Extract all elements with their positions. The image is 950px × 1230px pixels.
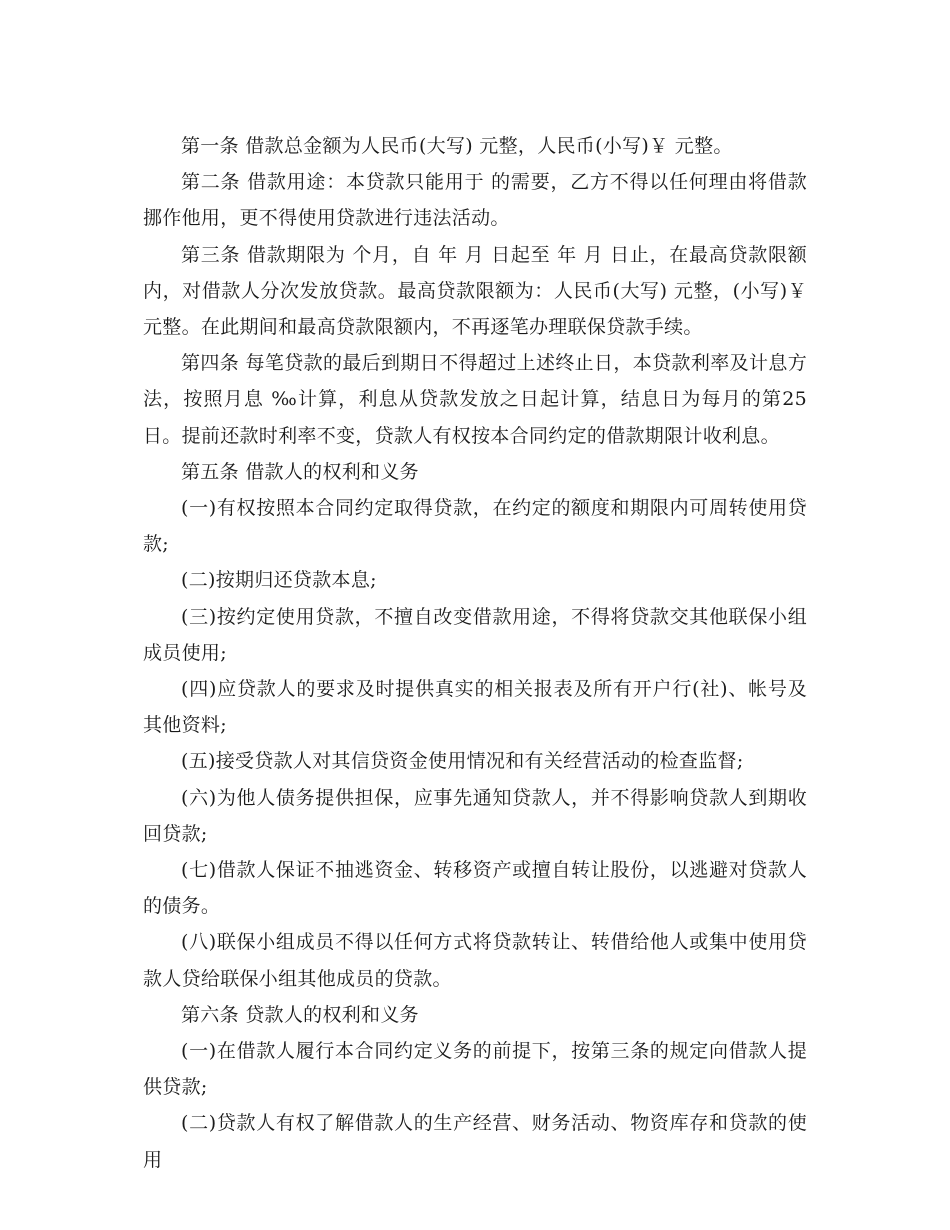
- article-2-paragraph: 第二条 借款用途：本贷款只能用于 的需要，乙方不得以任何理由将借款挪作他用，更不得使用贷款进行违法活动。: [143, 171, 807, 230]
- article-5-item-6: (六)为他人债务提供担保，应事先通知贷款人，并不得影响贷款人到期收回贷款;: [143, 786, 807, 845]
- document-body: [143, 128, 807, 1178]
- article-4-paragraph: 第四条 每笔贷款的最后到期日不得超过上述终止日，本贷款利率及计息方法，按照月息 ‰计算，利息从贷款发放之日起计算，结息日为每月的第25日。提前还款时利率不变，贷款人有权按本合同约定的借款期限计收利息。: [143, 352, 807, 447]
- article-6-item-2: (二)贷款人有权了解借款人的生产经营、财务活动、物资库存和贷款的使用: [143, 1112, 807, 1171]
- article-5-heading: 第五条 借款人的权利和义务: [181, 460, 419, 483]
- article-5-item-7: (七)借款人保证不抽逃资金、转移资产或擅自转让股份，以逃避对贷款人的债务。: [143, 859, 807, 918]
- article-3-paragraph: 第三条 借款期限为 个月，自 年 月 日起至 年 月 日止，在最高贷款限额内，对借款人分次发放贷款。最高贷款限额为：人民币(大写) 元整，(小写)￥ 元整。在此期间和最高贷款限额内，不再逐笔办理联保贷款手续。: [143, 243, 807, 339]
- article-5-item-8: (八)联保小组成员不得以任何方式将贷款转让、转借给他人或集中使用贷款人贷给联保小组其他成员的贷款。: [143, 931, 807, 990]
- article-5-item-3: (三)按约定使用贷款，不擅自改变借款用途，不得将贷款交其他联保小组成员使用;: [143, 605, 807, 664]
- article-5-item-5: (五)接受贷款人对其信贷资金使用情况和有关经营活动的检查监督;: [181, 750, 744, 773]
- article-5-item-1: (一)有权按照本合同约定取得贷款，在约定的额度和期限内可周转使用贷款;: [143, 497, 807, 556]
- article-5-item-2: (二)按期归还贷款本息;: [181, 569, 377, 592]
- article-6-item-1: (一)在借款人履行本合同约定义务的前提下，按第三条的规定向借款人提供贷款;: [143, 1040, 807, 1099]
- article-5-item-4: (四)应贷款人的要求及时提供真实的相关报表及所有开户行(社)、帐号及其他资料;: [143, 678, 807, 737]
- article-1-paragraph: 第一条 借款总金额为人民币(大写) 元整，人民币(小写)￥ 元整。: [181, 135, 733, 157]
- article-6-heading: 第六条 贷款人的权利和义务: [181, 1003, 419, 1026]
